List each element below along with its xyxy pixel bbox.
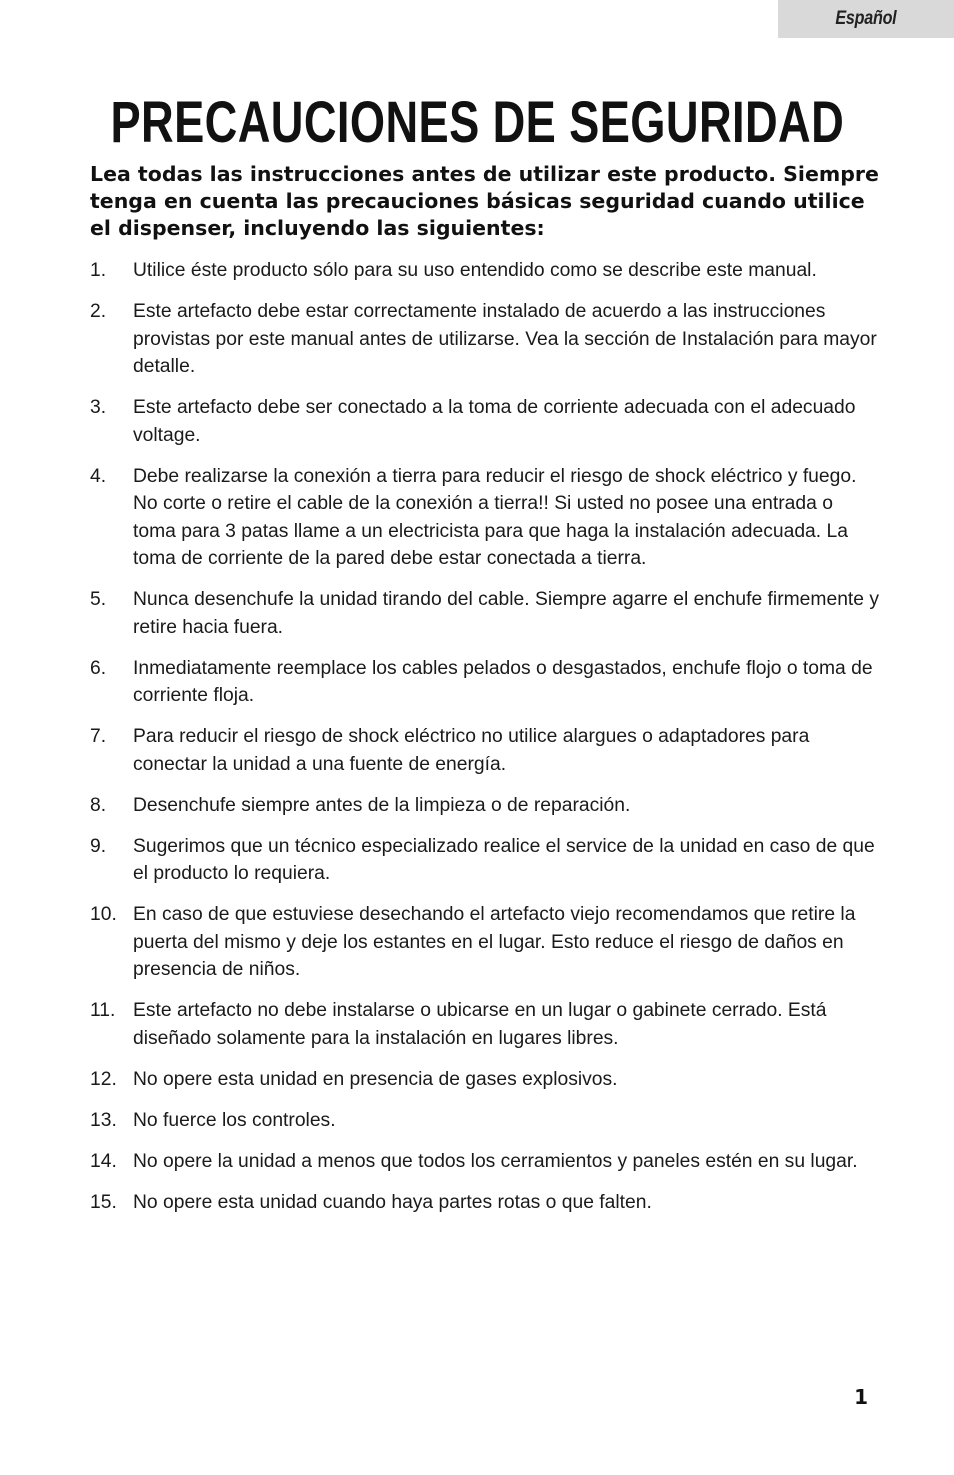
list-item-text: En caso de que estuviese desechando el artefacto viejo recomendamos que retire la puerta del mismo y deje los estantes en el lugar. Esto reduce el riesgo de daños en presencia de niños.: [133, 904, 856, 980]
list-item-number: 4.: [90, 465, 107, 487]
language-tab: [778, 0, 954, 38]
list-item-text: Este artefacto no debe instalarse o ubicarse en un lugar o gabinete cerrado. Está diseñado solamente para la instalación en lugares libres.: [133, 1000, 827, 1049]
list-item: [90, 723, 880, 778]
list-item: [90, 833, 880, 888]
list-item-number: 6.: [90, 657, 107, 679]
list-item-number: 13.: [90, 1109, 117, 1131]
page-number: 1: [854, 1385, 868, 1409]
list-item: [90, 997, 880, 1052]
list-item-text: Para reducir el riesgo de shock eléctrico no utilice alargues o adaptadores para conectar la unidad a una fuente de energía.: [133, 726, 810, 775]
list-item-number: 15.: [90, 1191, 117, 1213]
list-item: [90, 586, 880, 641]
list-item-number: 14.: [90, 1150, 117, 1172]
list-item-text: Desenchufe siempre antes de la limpieza o de reparación.: [133, 794, 631, 816]
list-item: [90, 655, 880, 710]
list-item-text: Inmediatamente reemplace los cables pelados o desgastados, enchufe flojo o toma de corriente floja.: [133, 657, 873, 706]
list-item: [90, 792, 880, 820]
list-item-number: 10.: [90, 904, 117, 925]
list-item: [90, 1189, 880, 1217]
list-item-number: 5.: [90, 589, 107, 610]
list-item-text: Sugerimos que un técnico especializado realice el service de la unidad en caso de que el producto lo requiera.: [133, 835, 875, 884]
list-item-number: 7.: [90, 726, 107, 747]
list-item-number: 12.: [90, 1068, 117, 1090]
page-title: [0, 92, 954, 154]
list-item: [90, 1148, 880, 1176]
list-item-text: Este artefacto debe ser conectado a la toma de corriente adecuada con el adecuado voltage.: [133, 397, 856, 446]
list-item-text: No opere esta unidad cuando haya partes rotas o que falten.: [133, 1191, 652, 1213]
intro-paragraph: Lea todas las instrucciones antes de utilizar este producto. Siempre tenga en cuenta las precauciones básicas seguridad cuando utilice el dispenser, incluyendo las siguientes:: [90, 162, 879, 240]
list-item-text: No opere esta unidad en presencia de gases explosivos.: [133, 1068, 618, 1090]
language-tab-label: Español: [835, 8, 897, 29]
list-item: [90, 1107, 880, 1135]
list-item: [90, 463, 880, 573]
list-item: [90, 1066, 880, 1094]
list-item-number: 9.: [90, 835, 107, 857]
list-item-text: No fuerce los controles.: [133, 1109, 336, 1131]
list-item-number: 11.: [90, 1000, 116, 1021]
list-item: [90, 257, 880, 285]
page-title-text: PRECAUCIONES DE SEGURIDAD: [110, 90, 844, 155]
list-item-text: Utilice éste producto sólo para su uso entendido como se describe este manual.: [133, 260, 817, 281]
list-item-text: Este artefacto debe estar correctamente instalado de acuerdo a las instrucciones provistas por este manual antes de utilizarse. Vea la sección de Instalación para mayor detalle.: [133, 301, 877, 377]
list-item-text: Nunca desenchufe la unidad tirando del cable. Siempre agarre el enchufe firmemente y retire hacia fuera.: [133, 589, 879, 638]
list-item-number: 1.: [90, 260, 107, 281]
list-item: [90, 394, 880, 449]
list-item-number: 3.: [90, 397, 107, 418]
list-item-text: No opere la unidad a menos que todos los cerramientos y paneles estén en su lugar.: [133, 1150, 858, 1172]
list-item-text: Debe realizarse la conexión a tierra para reducir el riesgo de shock eléctrico y fuego. No corte o retire el cable de la conexión a tierra!! Si usted no posee una entrada o toma para 3 patas llame a un electricista para que haga la instalación adecuada. La toma de corriente de la pared debe estar conectada a tierra.: [133, 465, 857, 569]
safety-list: [90, 257, 880, 1230]
list-item: [90, 901, 880, 984]
list-item-number: 8.: [90, 794, 107, 816]
list-item-number: 2.: [90, 301, 107, 322]
list-item: [90, 298, 880, 381]
